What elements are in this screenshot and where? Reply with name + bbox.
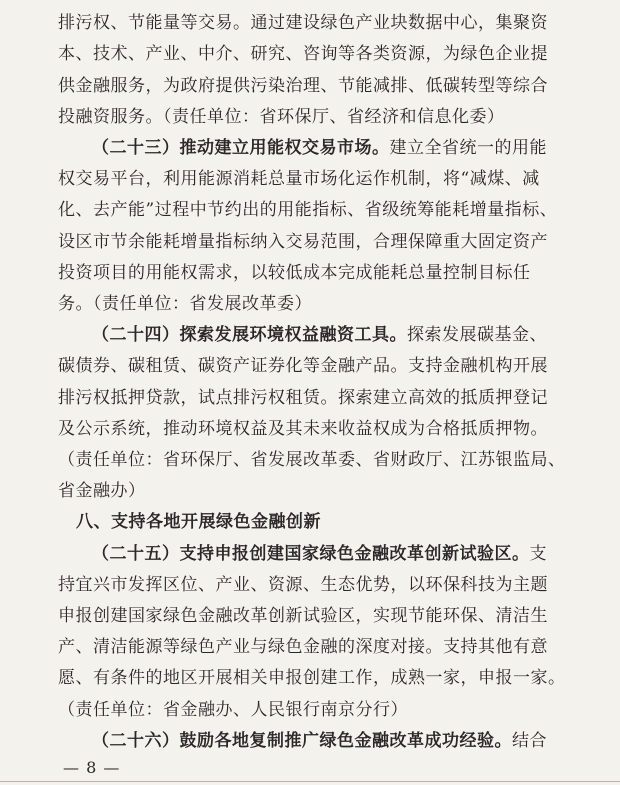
line [58, 231, 548, 253]
line [58, 43, 548, 65]
line [58, 449, 566, 471]
bold-text: 探索发展环境权益融资工具。 [179, 325, 407, 345]
bold-text: 推动建立用能权交易市场。 [179, 138, 390, 158]
line [58, 168, 540, 190]
bold-text: （二十六） [92, 731, 180, 751]
line [58, 636, 548, 658]
bold-text: 支持申报创建国家绿色金融改革创新试验区。 [179, 544, 530, 564]
text-run: 投资项目的用能权需求，以较低成本完成能耗总量控制目标任 [58, 263, 531, 283]
line [58, 262, 531, 284]
text-run: 省金融办） [58, 481, 146, 501]
line [58, 574, 548, 596]
line [58, 12, 548, 34]
text-run: 权交易平台，利用能源消耗总量市场化运作机制，将“减煤、减 [58, 169, 540, 189]
line [92, 324, 547, 346]
text-run: 持宜兴市发挥区位、产业、资源、生态优势，以环保科技为主题 [58, 575, 548, 595]
text-run: 八、支持各地开展绿色金融创新 [76, 512, 321, 532]
line [58, 605, 548, 627]
text-run: 结合 [512, 731, 547, 751]
text-run: 务。（责任单位：省发展改革委） [58, 294, 312, 314]
bold-text: （二十四） [92, 325, 180, 345]
line [58, 480, 146, 502]
line [58, 199, 557, 221]
text-run: 供金融服务，为政府提供污染治理、节能减排、低碳转型等综合 [58, 76, 548, 96]
text-run: 投融资服务。（责任单位：省环保厅、省经济和信息化委） [58, 107, 505, 127]
line [58, 418, 548, 440]
text-run: 申报创建国家绿色金融改革创新试验区，实现节能环保、清洁生 [58, 606, 548, 626]
line [58, 355, 548, 377]
line [58, 106, 505, 128]
line [58, 75, 548, 97]
text-run: 本、技术、产业、中介、研究、咨询等各类资源，为绿色企业提 [58, 44, 548, 64]
line [92, 543, 547, 565]
text-run: 愿、有条件的地区开展相关申报创建工作，成熟一家，申报一家。 [58, 668, 566, 688]
bold-text: 鼓励各地复制推广绿色金融改革成功经验。 [179, 731, 512, 751]
line [92, 137, 547, 159]
text-run: 排污权抵押贷款，试点排污权租赁。探索建立高效的抵质押登记 [58, 388, 548, 408]
text-run: 建立全省统一的用能 [389, 138, 547, 158]
section-heading [76, 511, 321, 533]
text-run: 排污权、节能量等交易。通过建设绿色产业块数据中心，集聚资 [58, 13, 548, 33]
text-run: 化、去产能”过程中节约出的用能指标、省级统筹能耗增量指标、 [58, 200, 558, 220]
text-run: （责任单位：省金融办、人民银行南京分行） [58, 700, 408, 720]
line [58, 293, 312, 315]
line [92, 730, 547, 752]
text-run: （责任单位：省环保厅、省发展改革委、省财政厅、江苏银监局、 [58, 450, 566, 470]
bold-text: （二十五） [92, 544, 180, 564]
line [58, 699, 408, 721]
text-run: 及公示系统，推动环境权益及其未来收益权成为合格抵质押物。 [58, 419, 548, 439]
bold-text: （二十三） [92, 138, 180, 158]
text-run: 探索发展碳基金、 [407, 325, 547, 345]
text-run: 碳债券、碳租赁、碳资产证券化等金融产品。支持金融机构开展 [58, 356, 548, 376]
text-run: 设区市节余能耗增量指标纳入交易范围，合理保障重大固定资产 [58, 232, 548, 252]
page-number: — 8 — [63, 758, 121, 777]
text-run: 支 [529, 544, 547, 564]
line [58, 387, 548, 409]
line [58, 667, 566, 689]
bottom-divider [0, 781, 620, 782]
text-run: 产、清洁能源等绿色产业与绿色金融的深度对接。支持其他有意 [58, 637, 548, 657]
